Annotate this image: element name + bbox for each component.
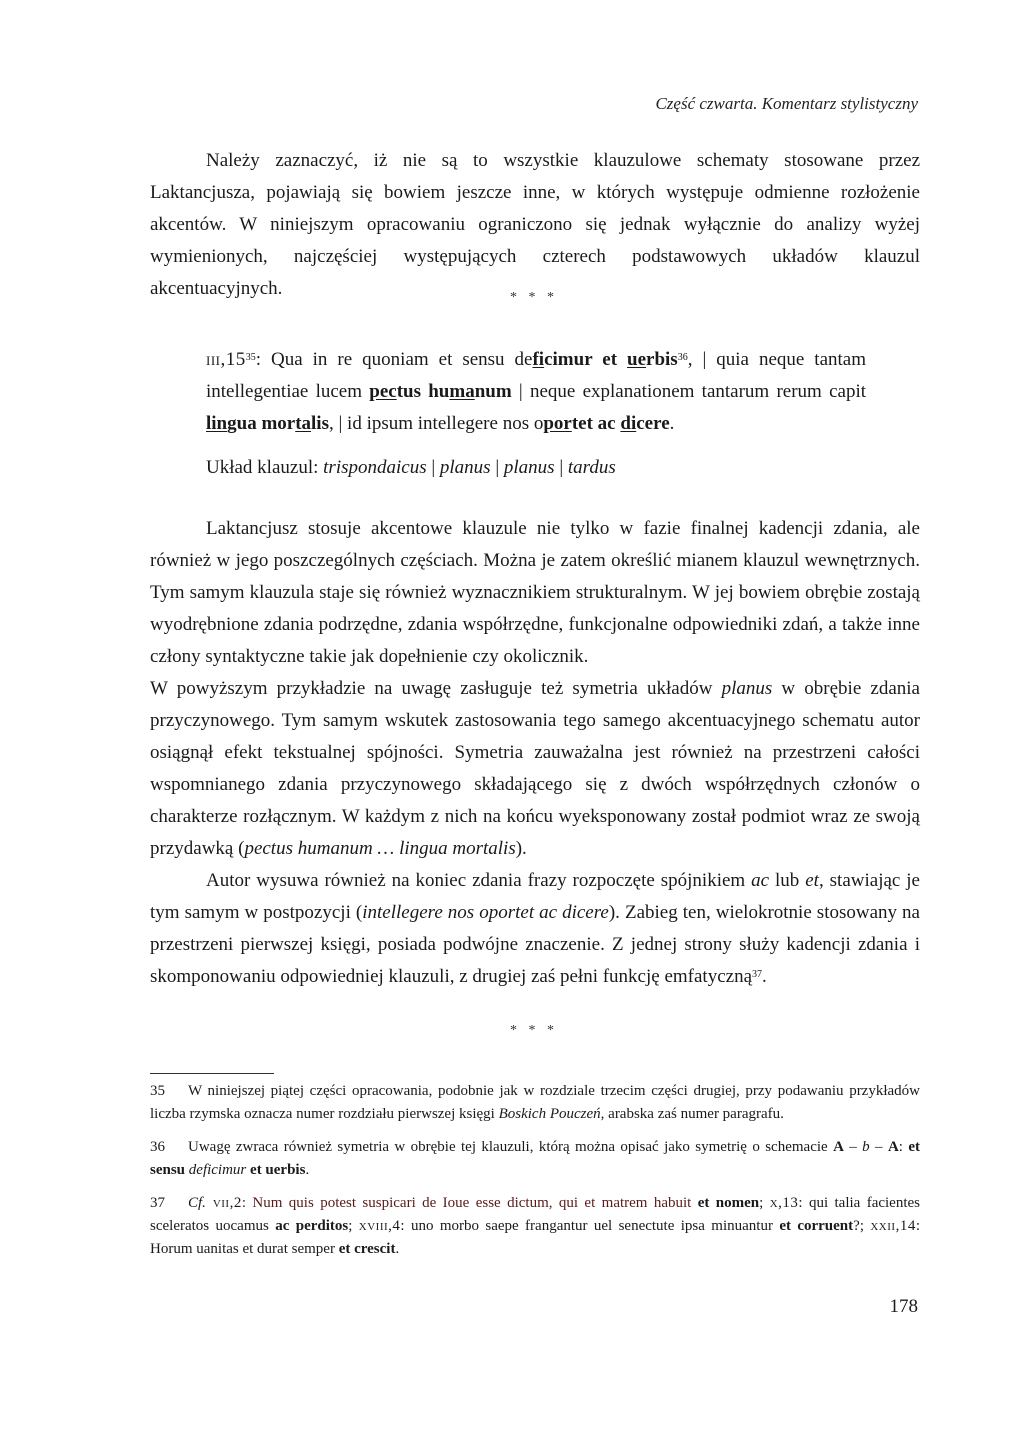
footnote-35	[150, 1080, 920, 1126]
text-run: lub	[769, 870, 806, 891]
italic-term: ac	[751, 870, 770, 891]
clausula-type: tardus	[567, 457, 616, 478]
latin-quote: : Horum uanitas et durat semper	[150, 1218, 920, 1257]
paragraph-text: Laktancjusz stosuje akcentowe klauzule nie tylko w fazie finalnej kadencji zdania, ale również w jego poszczególnych częściach. Można je zatem określić mianem klauzul wewnętrznych. Tym samym klauzula staje się również wyznacznikiem strukturalnym. W jej bowiem obrębie zostają wyodrębnione zdania podrzędne, zdania współrzędne, funkcjonalne odpowiedniki zdań, a także inne człony syntaktyczne takie jak dopełnienie czy okolicznik.	[150, 518, 920, 667]
footnote-text: .	[395, 1241, 400, 1257]
footnote-text: ;	[348, 1218, 359, 1234]
italic-term: Boskich Pouczeń	[498, 1106, 601, 1122]
text-run: , stawiając je tym samym w postpozycji (	[150, 870, 920, 923]
text-run: ). Zabieg ten, wielokrotnie stosowany na przestrzeni pierwszej księgi, posiada podwójne znaczenie. Z jednej strony służy kadencji zdania i skomponowaniu odpowiedniej klauzuli, z drugiej zaś pełni funkcję emfatyczną	[150, 902, 920, 987]
bold-term: et nomen	[697, 1195, 760, 1211]
footnote-text: ;	[759, 1195, 770, 1211]
bold-term: et corruent	[779, 1218, 854, 1234]
text-run: ).	[515, 838, 527, 859]
clausula-text: gua mor	[227, 413, 296, 434]
running-head: Część czwarta. Komentarz stylistyczny	[655, 94, 918, 113]
clausula-type: trispondaicus	[323, 457, 427, 478]
chapter-reference: vii,2	[205, 1195, 242, 1211]
italic-term: et	[805, 870, 819, 891]
bold-term: et uerbis	[250, 1162, 306, 1178]
clausula-word	[543, 413, 669, 434]
footnote-text: .	[305, 1162, 310, 1178]
page-number: 178	[889, 1296, 918, 1317]
accent-syllable: ue	[627, 349, 647, 370]
clausula-type: planus	[503, 457, 555, 478]
clausula-text: lis	[311, 413, 329, 434]
accent-syllable: ta	[295, 413, 312, 434]
accent-syllable: lin	[206, 413, 228, 434]
example-text: .	[669, 413, 675, 434]
paragraph-text: Należy zaznaczyć, iż nie są to wszystkie klauzulowe schematy stosowane przez Laktancjusza, pojawiają się bowiem jeszcze inne, w których występuje odmienne rozłożenie akcentów. W niniejszym opracowaniu ograniczono się jednak wyłącznie do analizy wyżej wymienionych, najczęściej występujących czterech podstawowych układów klauzul akcentuacyjnych.	[150, 150, 920, 299]
italic-term: b	[862, 1139, 870, 1155]
chapter-reference: x,13	[769, 1195, 799, 1211]
italic-term: planus	[721, 678, 773, 699]
clausula-word	[532, 349, 677, 370]
chapter-reference: iii,15	[206, 349, 246, 370]
italic-term: intellegere nos oportet ac dicere	[362, 902, 609, 923]
footnote-marker-35: 35	[245, 352, 256, 363]
footnote-text: Uwagę zwraca również symetria w obrębie tej klauzuli, którą można opisać jako symetrię o schemacie	[188, 1139, 834, 1155]
clausula-text: tet ac	[571, 413, 621, 434]
footnote-text: W niniejszej piątej części opracowania, podobnie jak w rozdziale trzecim części drugiej, przy podawaniu przykładów liczba rzymska oznacza numer rozdziału pierwszej księgi	[150, 1083, 920, 1122]
footnote-marker-37: 37	[752, 969, 763, 980]
clausula-word	[206, 413, 329, 434]
footnotes	[150, 1080, 920, 1271]
clausula-text: rbis	[646, 349, 678, 370]
italic-term: Cf.	[188, 1195, 206, 1211]
latin-quote: : qui talia facientes sceleratos uocamus	[150, 1195, 921, 1234]
clausula-separator: |	[554, 457, 568, 478]
text-run: Autor wysuwa również na koniec zdania frazy rozpoczęte spójnikiem	[206, 870, 752, 891]
clausula-text: cimur et	[544, 349, 628, 370]
text-run: w obrębie zdania przyczynowego. Tym samym wskutek zastosowania tego samego akcentuacyjnego schematu autor osiągnął efekt tekstualnej spójności. Symetria zauważalna jest również na przestrzeni całości wspomnianego zdania przyczynowego składającego się z dwóch współrzędnych członów o charakterze rozłącznym. W każdym z nich na końcu wyeksponowany został podmiot wraz ze swoją przydawką (	[150, 678, 920, 859]
italic-term: deficimur	[188, 1162, 247, 1178]
example-text: , | quia neque tantam intellegentiae lucem	[206, 349, 866, 402]
clausula-label: Układ klauzul:	[206, 457, 324, 478]
section-separator: * * *	[510, 290, 558, 305]
latin-example-text	[206, 344, 866, 440]
bold-term: et crescit	[338, 1241, 396, 1257]
bold-term: A	[833, 1139, 844, 1155]
italic-term: pectus humanum … lingua mortalis	[244, 838, 516, 859]
clausula-text: cere	[636, 413, 670, 434]
footnote-number: 36	[150, 1139, 165, 1155]
footnote-text: :	[898, 1139, 909, 1155]
example-text: | neque explanationem tantarum rerum capit	[511, 381, 866, 402]
section-separator: * * *	[510, 1023, 558, 1038]
footnote-number: 37	[150, 1195, 165, 1211]
footnote-divider	[150, 1073, 274, 1074]
paragraph-text	[150, 865, 920, 993]
clausula-text: tus hu	[396, 381, 450, 402]
bold-term: A	[887, 1139, 899, 1155]
example-text: , | id ipsum intellegere nos o	[328, 413, 544, 434]
bold-term: ac perditos	[275, 1218, 349, 1234]
latin-quote: : uno morbo saepe frangantur uel senectute ipsa minuantur	[400, 1218, 780, 1234]
example-text: : Qua in re quoniam et sensu de	[255, 349, 533, 370]
footnote-text: –	[869, 1139, 888, 1155]
footnote-text: , arabska zaś numer paragrafu.	[600, 1106, 784, 1122]
footnote-text: ?;	[853, 1218, 871, 1234]
paragraph-text	[150, 673, 920, 865]
accent-syllable: por	[543, 413, 572, 434]
accent-syllable: ma	[449, 381, 475, 402]
footnote-37	[150, 1192, 920, 1261]
commentary	[150, 513, 920, 993]
accent-syllable: pec	[369, 381, 397, 402]
clausula-separator: |	[426, 457, 440, 478]
chapter-reference: xviii,4	[358, 1218, 401, 1234]
footnote-marker-36: 36	[677, 352, 688, 363]
latin-example	[206, 344, 866, 440]
text-run: W powyższym przykładzie na uwagę zasługuje też symetria układów	[150, 678, 722, 699]
text-run: .	[762, 966, 767, 987]
paragraph-intro	[150, 145, 920, 305]
clausula-text: num	[474, 381, 512, 402]
footnote-number: 35	[150, 1083, 165, 1099]
latin-quote: : Num quis potest suspicari de Ioue esse dictum, qui et matrem habuit	[241, 1195, 698, 1211]
clausula-separator: |	[490, 457, 504, 478]
clausula-layout	[206, 452, 616, 484]
clausula-word	[369, 381, 511, 402]
footnote-36	[150, 1136, 920, 1182]
clausula-type: planus	[439, 457, 491, 478]
accent-syllable: fi	[532, 349, 545, 370]
footnote-text: –	[843, 1139, 863, 1155]
bold-term: et sensu	[150, 1139, 920, 1178]
chapter-reference: xxii,14	[870, 1218, 916, 1234]
accent-syllable: di	[620, 413, 637, 434]
